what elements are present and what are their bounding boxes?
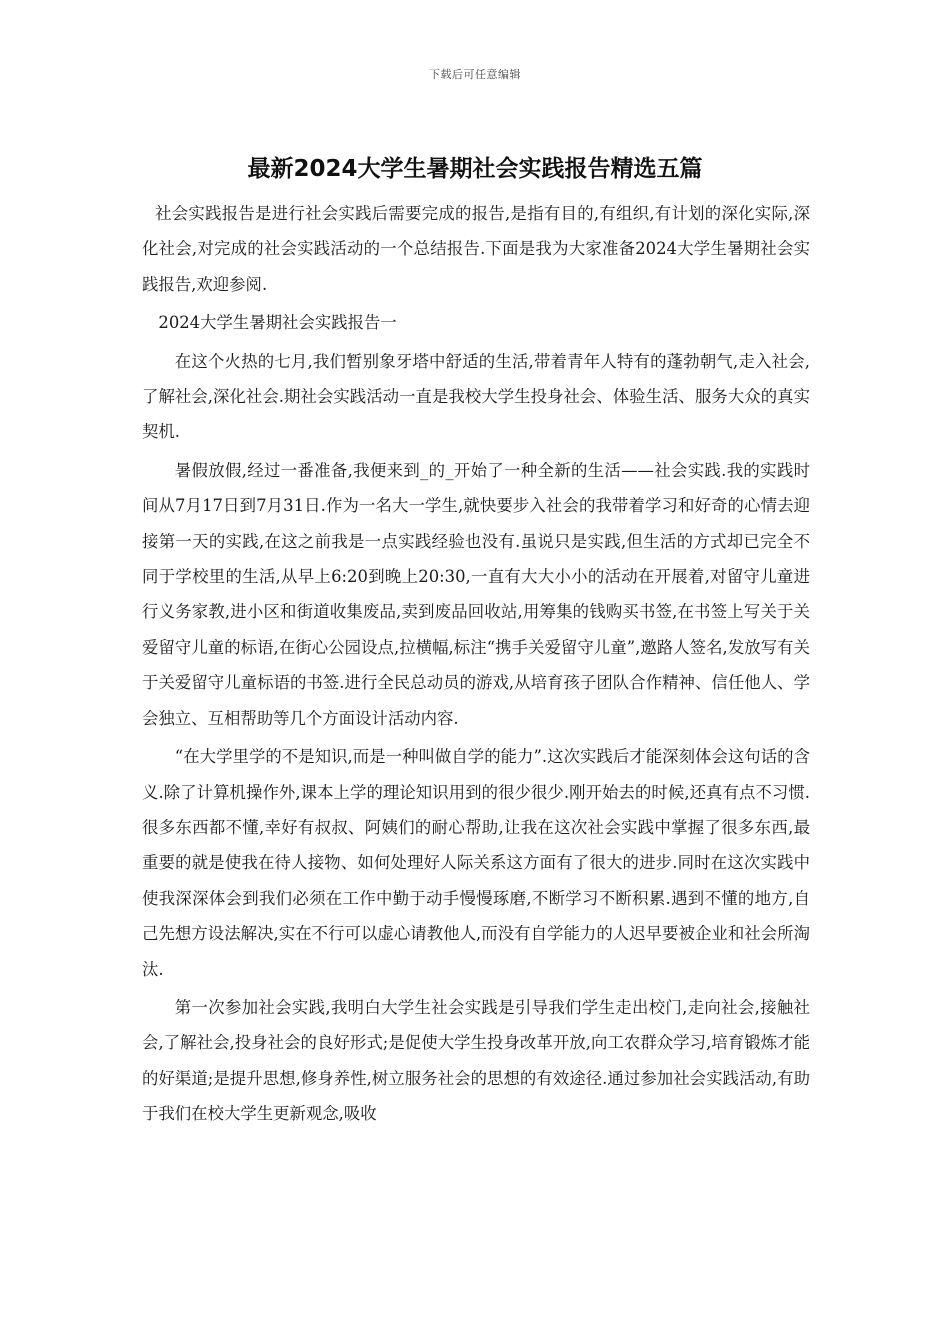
body-paragraph: 在这个火热的七月,我们暂别象牙塔中舒适的生活,带着青年人特有的蓬勃朝气,走入社会,了解社会,深化社会.期社会实践活动一直是我校大学生投身社会、体验生活、服务大众的真实契机.: [142, 351, 810, 442]
section-heading: 2024大学生暑期社会实践报告一: [158, 313, 397, 333]
body-paragraph: “在大学里学的不是知识,而是一种叫做自学的能力”.这次实践后才能深刻体会这句话的含义.除了计算机操作外,课本上学的理论知识用到的很少很少.刚开始去的时候,还真有点不习惯.很多东西都不懂,幸好有叔叔、阿姨们的耐心帮助,让我在这次社会实践中掌握了很多东西,最重要的就是使我在待人接物、如何处理好人际关系这方面有了很大的进步.同时在这次实践中使我深深体会到我们必须在工作中勤于动手慢慢琢磨,不断学习不断积累.遇到不懂的地方,自己先想方设法解决,实在不行可以虚心请教他人,而没有自学能力的人迟早要被企业和社会所淘汰.: [142, 747, 810, 979]
document-title: 最新2024大学生暑期社会实践报告精选五篇: [247, 156, 703, 182]
document-body: [142, 196, 810, 1132]
body-paragraph: 第一次参加社会实践,我明白大学生社会实践是引导我们学生走出校门,走向社会,接触社会,了解社会,投身社会的良好形式;是促使大学生投身改革开放,向工农群众学习,培育锻炼才能的好渠道;是提升思想,修身养性,树立服务社会的思想的有效途径.通过参加社会实践活动,有助于我们在校大学生更新观念,吸收: [142, 997, 810, 1124]
header-note: 下载后可任意编辑: [429, 68, 521, 81]
intro-paragraph: 社会实践报告是进行社会实践后需要完成的报告,是指有目的,有组织,有计划的深化实际,深化社会,对完成的社会实践活动的一个总结报告.下面是我为大家准备2024大学生暑期社会实践报告,欢迎参阅.: [142, 204, 810, 294]
body-paragraph: 暑假放假,经过一番准备,我便来到_的_开始了一种全新的生活——社会实践.我的实践时间从7月17日到7月31日.作为一名大一学生,就快要步入社会的我带着学习和好奇的心情去迎接第一天的实践,在这之前我是一点实践经验也没有.虽说只是实践,但生活的方式却已完全不同于学校里的生活,从早上6:20到晚上20:30,一直有大大小小的活动在开展着,对留守儿童进行义务家教,进小区和街道收集废品,卖到废品回收站,用筹集的钱购买书签,在书签上写关于关爱留守儿童的标语,在街心公园设点,拉横幅,标注“携手关爱留守儿童”,邀路人签名,发放写有关于关爱留守儿童标语的书签.进行全民总动员的游戏,从培育孩子团队合作精神、信任他人、学会独立、互相帮助等几个方面设计活动内容.: [142, 460, 810, 728]
